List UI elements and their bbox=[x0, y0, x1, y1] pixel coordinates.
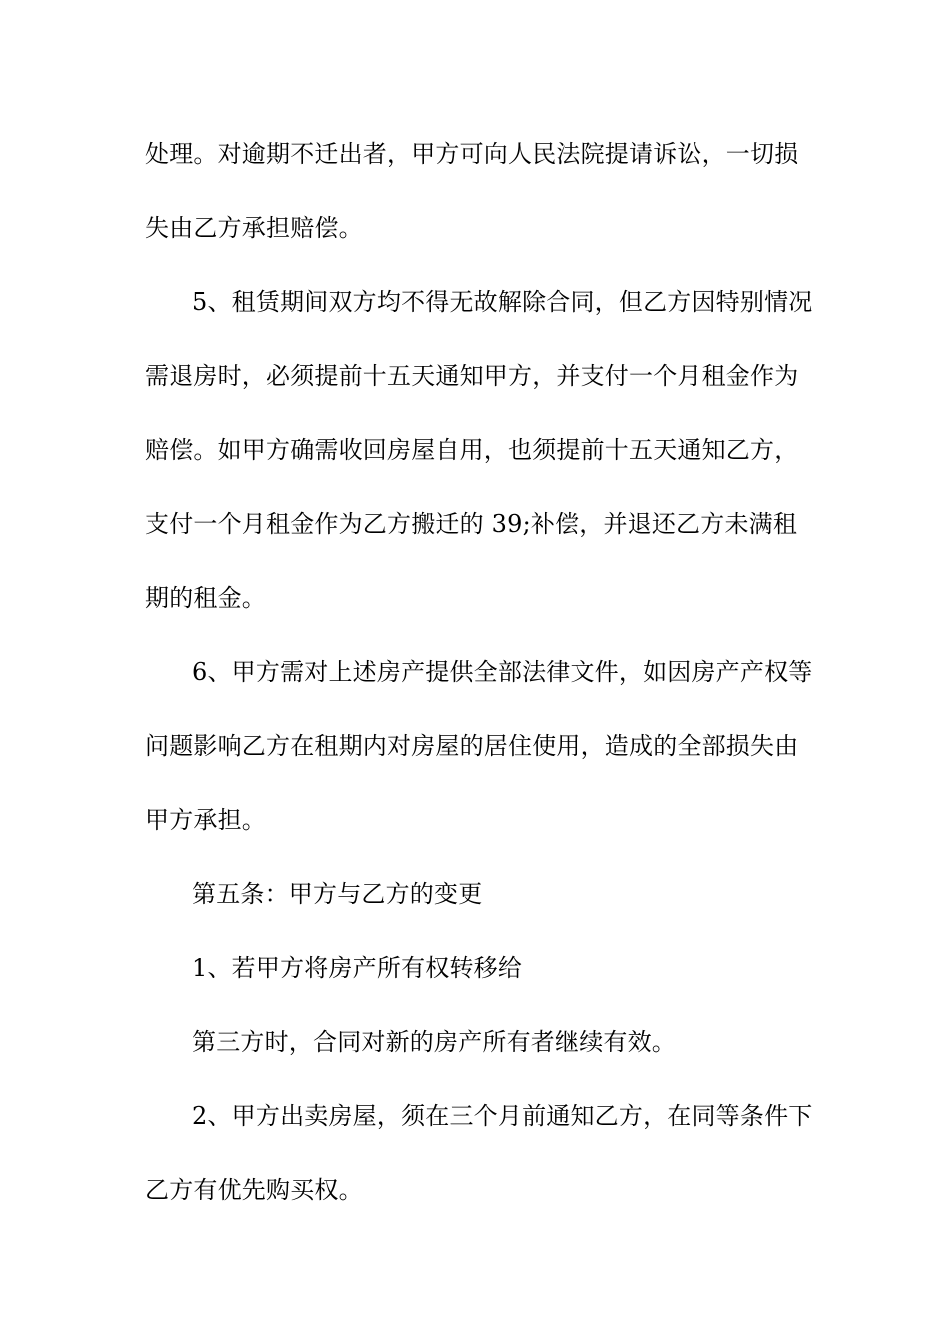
paragraph-line: 需退房时，必须提前十五天通知甲方，并支付一个月租金作为 bbox=[145, 362, 799, 390]
paragraph-line: 支付一个月租金作为乙方搬迁的 39;补偿，并退还乙方未满租 bbox=[145, 510, 798, 538]
clause-2-start: 2、甲方出卖房屋，须在三个月前通知乙方，在同等条件下 bbox=[192, 1102, 813, 1130]
paragraph-line: 期的租金。 bbox=[145, 584, 266, 612]
paragraph-line: 第三方时，合同对新的房产所有者继续有效。 bbox=[192, 1028, 676, 1056]
paragraph-line: 赔偿。如甲方确需收回房屋自用，也须提前十五天通知乙方， bbox=[145, 436, 799, 464]
clause-5-start: 5、租赁期间双方均不得无故解除合同，但乙方因特别情况 bbox=[192, 288, 813, 316]
article-5-heading: 第五条：甲方与乙方的变更 bbox=[192, 880, 483, 908]
paragraph-line: 失由乙方承担赔偿。 bbox=[145, 214, 363, 242]
clause-6-start: 6、甲方需对上述房产提供全部法律文件，如因房产产权等 bbox=[192, 658, 813, 686]
clause-1-start: 1、若甲方将房产所有权转移给 bbox=[192, 954, 523, 982]
paragraph-line: 问题影响乙方在租期内对房屋的居住使用，造成的全部损失由 bbox=[145, 732, 799, 760]
paragraph-line: 乙方有优先购买权。 bbox=[145, 1176, 363, 1204]
paragraph-line: 处理。对逾期不迁出者，甲方可向人民法院提请诉讼，一切损 bbox=[145, 140, 799, 168]
paragraph-line: 甲方承担。 bbox=[145, 806, 266, 834]
